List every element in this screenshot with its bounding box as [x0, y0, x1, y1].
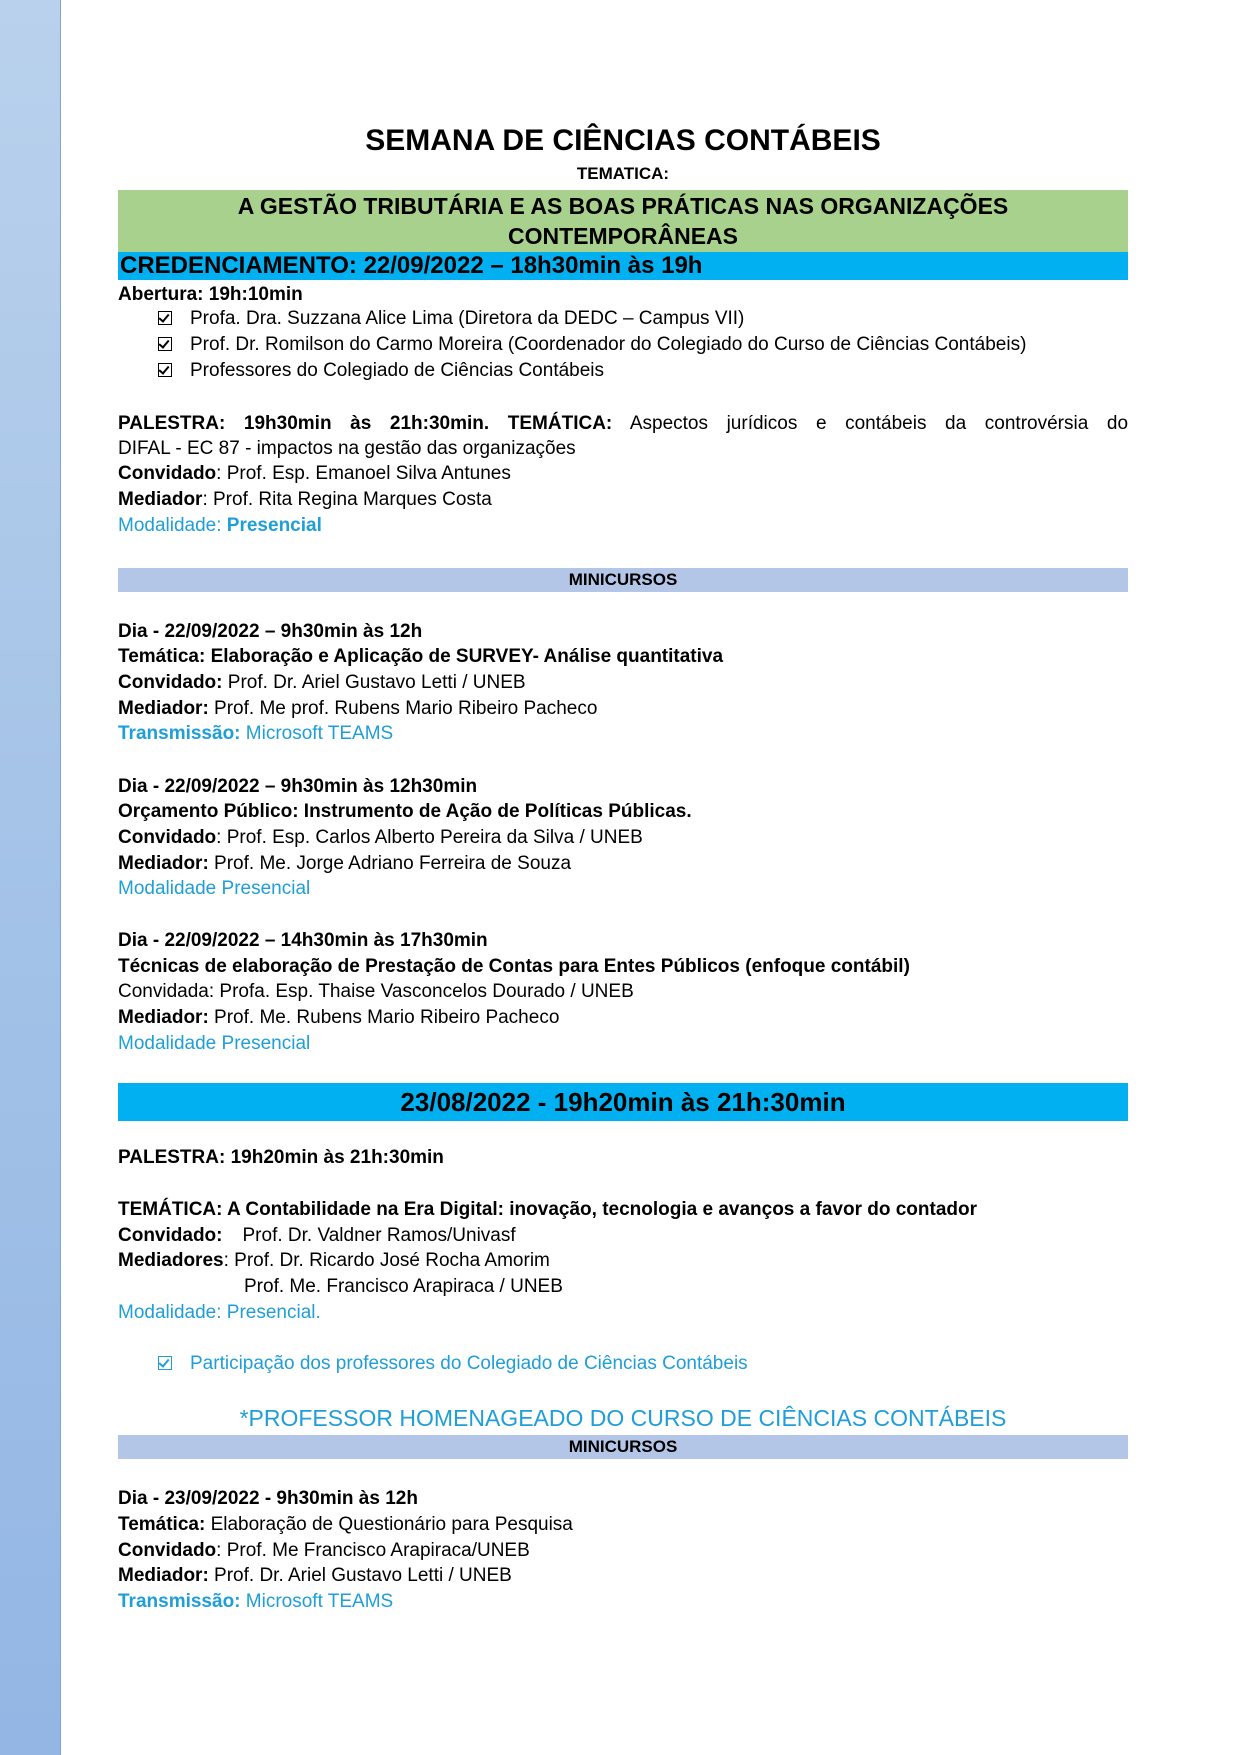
minicursos-banner: MINICURSOS — [118, 568, 1128, 592]
theme-line-1: A GESTÃO TRIBUTÁRIA E AS BOAS PRÁTICAS NAS ORGANIZAÇÕES — [237, 193, 1009, 219]
abertura-label: Abertura: 19h:10min — [118, 284, 303, 305]
abertura-item: Profa. Dra. Suzzana Alice Lima (Diretora da DEDC – Campus VII) — [158, 307, 744, 331]
mini2-mediador: Mediador: Prof. Me. Jorge Adriano Ferreira de Souza — [118, 853, 572, 874]
checkbox-icon — [158, 337, 172, 351]
day2-participacao: Participação dos professores do Colegiado de Ciências Contábeis — [158, 1352, 748, 1376]
mini4-mediador: Mediador: Prof. Dr. Ariel Gustavo Letti / UNEB — [118, 1565, 512, 1586]
mini3-mediador: Mediador: Prof. Me. Rubens Mario Ribeiro Pacheco — [118, 1007, 560, 1028]
palestra1-mediador: Mediador: Prof. Rita Regina Marques Costa — [118, 489, 492, 510]
mini2-convidado: Convidado: Prof. Esp. Carlos Alberto Pereira da Silva / UNEB — [118, 827, 643, 848]
mini4-tematica: Temática: Elaboração de Questionário para Pesquisa — [118, 1514, 573, 1535]
minicursos-banner-2: MINICURSOS — [118, 1435, 1128, 1459]
mini4-dia: Dia - 23/09/2022 - 9h30min às 12h — [118, 1488, 418, 1509]
mini3-dia: Dia - 22/09/2022 – 14h30min às 17h30min — [118, 930, 488, 951]
decorative-side-strip — [0, 0, 61, 1755]
mini2-tematica: Orçamento Público: Instrumento de Ação de Políticas Públicas. — [118, 801, 692, 822]
mini2-modalidade: Modalidade Presencial — [118, 878, 311, 899]
mini1-tematica: Temática: Elaboração e Aplicação de SURVEY- Análise quantitativa — [118, 646, 724, 667]
palestra1-header: PALESTRA: 19h30min às 21h:30min. TEMÁTICA: Aspectos jurídicos e contábeis da controvérsia do — [118, 413, 1129, 434]
mini1-convidado: Convidado: Prof. Dr. Ariel Gustavo Letti / UNEB — [118, 672, 526, 693]
day2-banner: 23/08/2022 - 19h20min às 21h:30min — [118, 1083, 1128, 1121]
checkbox-icon — [158, 311, 172, 325]
checkbox-icon — [158, 1356, 172, 1370]
abertura-item: Professores do Colegiado de Ciências Contábeis — [158, 359, 604, 383]
palestra1-modalidade: Modalidade: Presencial — [118, 515, 322, 536]
day2-tematica: TEMÁTICA: A Contabilidade na Era Digital: inovação, tecnologia e avanços a favor do contador — [118, 1199, 978, 1220]
palestra1-convidado: Convidado: Prof. Esp. Emanoel Silva Antunes — [118, 463, 511, 484]
mini1-dia: Dia - 22/09/2022 – 9h30min às 12h — [118, 621, 423, 642]
mini2-dia: Dia - 22/09/2022 – 9h30min às 12h30min — [118, 776, 478, 797]
credenciamento-banner: CREDENCIAMENTO: 22/09/2022 – 18h30min às 19h — [118, 252, 1128, 280]
day2-palestra: PALESTRA: 19h20min às 21h:30min — [118, 1147, 444, 1168]
homenageado-notice: *PROFESSOR HOMENAGEADO DO CURSO DE CIÊNCIAS CONTÁBEIS — [239, 1405, 1007, 1431]
checkbox-icon — [158, 363, 172, 377]
page-title: SEMANA DE CIÊNCIAS CONTÁBEIS — [365, 124, 881, 157]
day2-mediador-2: Prof. Me. Francisco Arapiraca / UNEB — [244, 1276, 563, 1297]
page-subtitle: TEMATICA: — [576, 164, 670, 183]
mini1-transmissao: Transmissão: Microsoft TEAMS — [118, 723, 394, 744]
mini3-modalidade: Modalidade Presencial — [118, 1033, 311, 1054]
theme-line-2: CONTEMPORÂNEAS — [507, 223, 738, 249]
mini1-mediador: Mediador: Prof. Me prof. Rubens Mario Ribeiro Pacheco — [118, 698, 598, 719]
day2-mediadores: Mediadores: Prof. Dr. Ricardo José Rocha Amorim — [118, 1250, 550, 1271]
mini4-transmissao: Transmissão: Microsoft TEAMS — [118, 1591, 394, 1612]
day2-convidado: Convidado: Prof. Dr. Valdner Ramos/Univasf — [118, 1225, 516, 1246]
palestra1-topic-line2: DIFAL - EC 87 - impactos na gestão das organizações — [118, 438, 576, 459]
theme-banner — [118, 190, 1128, 252]
mini4-convidado: Convidado: Prof. Me Francisco Arapiraca/UNEB — [118, 1540, 530, 1561]
mini3-convidada: Convidada: Profa. Esp. Thaise Vasconcelos Dourado / UNEB — [118, 981, 634, 1002]
mini3-tematica: Técnicas de elaboração de Prestação de Contas para Entes Públicos (enfoque contábil) — [118, 956, 910, 977]
day2-modalidade: Modalidade: Presencial. — [118, 1302, 321, 1323]
abertura-item: Prof. Dr. Romilson do Carmo Moreira (Coordenador do Colegiado do Curso de Ciências Contábeis) — [158, 333, 1026, 357]
